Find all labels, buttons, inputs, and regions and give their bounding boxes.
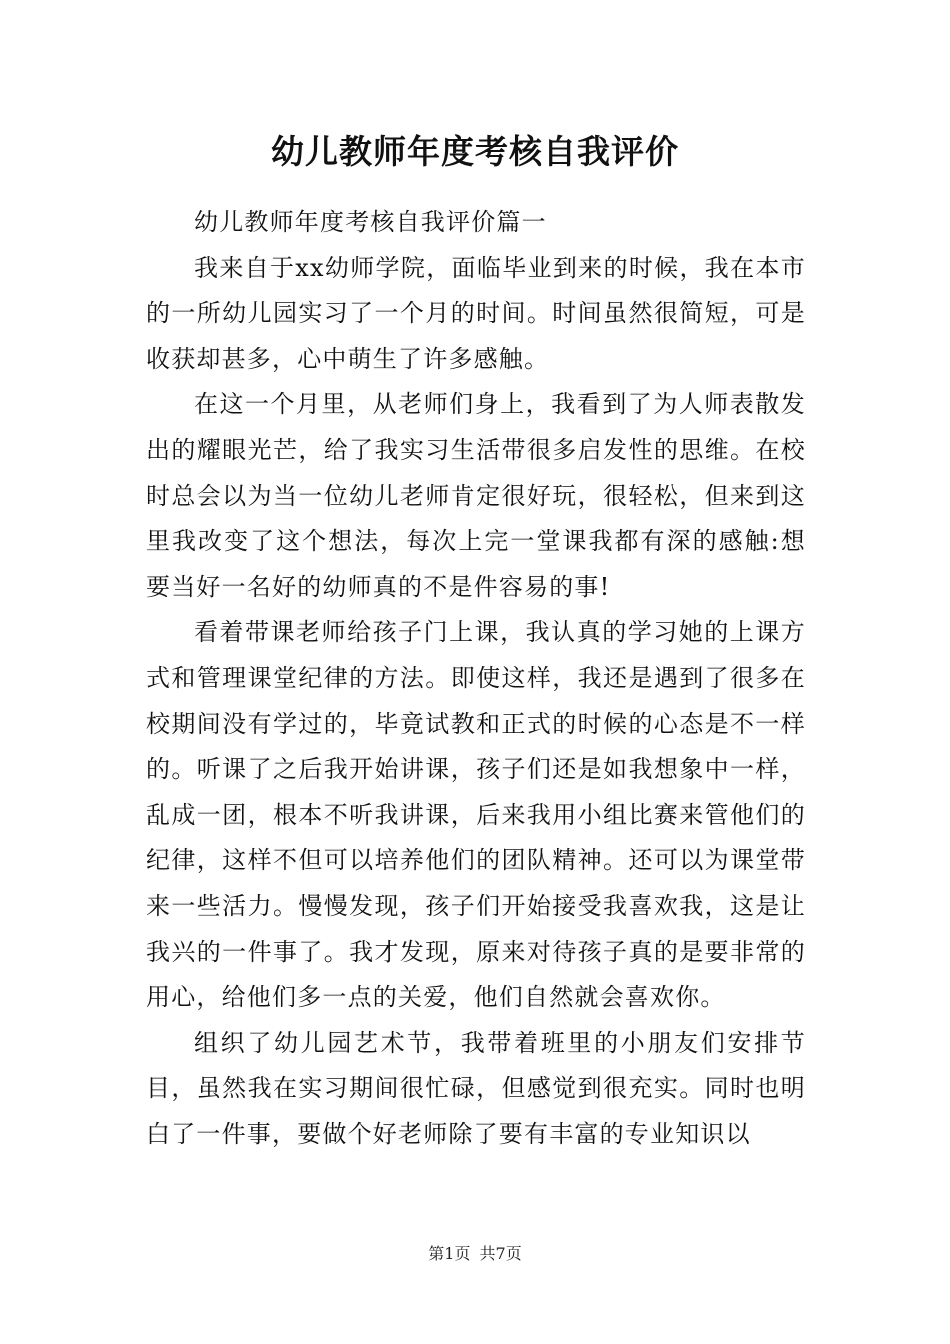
paragraph-3: 看着带课老师给孩子门上课，我认真的学习她的上课方式和管理课堂纪律的方法。即使这样，我还是遇到了很多在校期间没有学过的，毕竟试教和正式的时候的心态是不一样的。听课了之后我开始讲课，孩子们还是如我想象中一样，乱成一团，根本不听我讲课，后来我用小组比赛来管他们的纪律，这样不但可以培养他们的团队精神。还可以为课堂带来一些活力。慢慢发现，孩子们开始接受我喜欢我，这是让我兴的一件事了。我才发现，原来对待孩子真的是要非常的用心，给他们多一点的关爱，他们自然就会喜欢你。 <box>146 618 806 1012</box>
document-body <box>146 200 806 1157</box>
paragraph-2: 在这一个月里，从老师们身上，我看到了为人师表散发出的耀眼光芒，给了我实习生活带很多启发性的思维。在校时总会以为当一位幼儿老师肯定很好玩，很轻松，但来到这里我改变了这个想法，每次上完一堂课我都有深的感触:想要当好一名好的幼师真的不是件容易的事! <box>146 390 806 601</box>
page-number: 第1页 <box>428 1244 471 1263</box>
paragraph-4: 组织了幼儿园艺术节，我带着班里的小朋友们安排节目，虽然我在实习期间很忙碌，但感觉到很充实。同时也明白了一件事，要做个好老师除了要有丰富的专业知识以 <box>146 1028 806 1148</box>
section-heading: 幼儿教师年度考核自我评价篇一 <box>194 208 547 236</box>
page-footer <box>0 1244 950 1264</box>
paragraph-1: 我来自于xx幼师学院，面临毕业到来的时候，我在本市的一所幼儿园实习了一个月的时间。时间虽然很简短，可是收获却甚多，心中萌生了许多感触。 <box>146 253 806 373</box>
document-title: 幼儿教师年度考核自我评价 <box>271 132 679 171</box>
page-total: 共7页 <box>479 1244 522 1263</box>
